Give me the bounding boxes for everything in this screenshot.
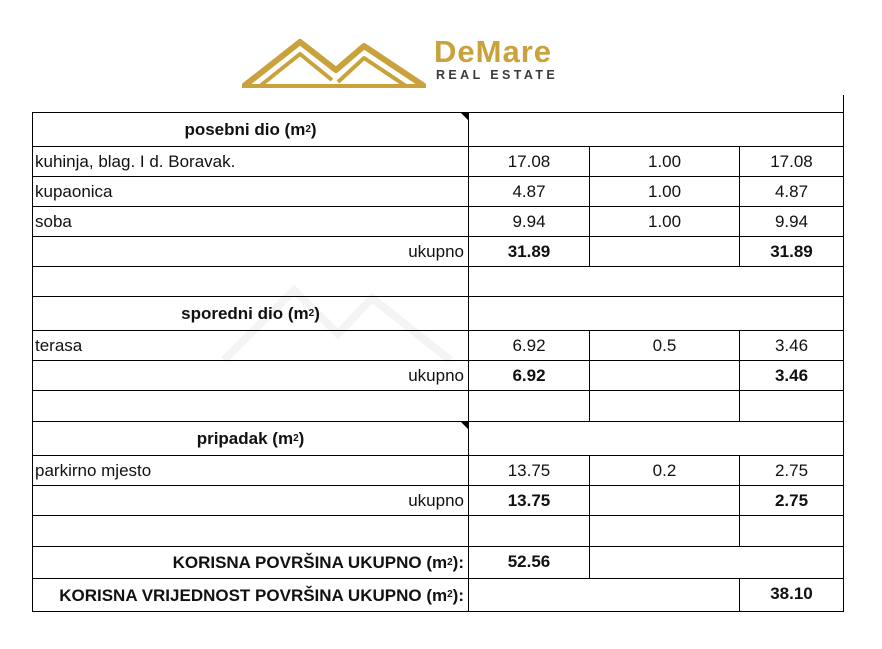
total-value: 31.89: [770, 242, 813, 261]
company-logo: [242, 30, 622, 88]
section-title: sporedni dio (m: [181, 304, 309, 323]
brand-tagline: REAL ESTATE: [436, 68, 559, 82]
row-name: terasa: [35, 336, 83, 355]
summary-korisna-povrsina-label: [33, 547, 468, 578]
summary-label-close: ):: [452, 585, 464, 605]
summary-label-text: KORISNA VRIJEDNOST POVRŠINA UKUPNO (m: [59, 585, 448, 605]
total-value: 3.46: [774, 366, 809, 385]
row-value: 4.87: [774, 182, 809, 201]
superscript: 2: [305, 123, 311, 135]
total-label: ukupno: [408, 366, 464, 385]
total-area: 6.92: [512, 366, 546, 385]
total-area: 13.75: [507, 491, 551, 510]
row-area: 9.94: [512, 212, 546, 231]
superscript: 2: [447, 556, 453, 568]
superscript: 2: [308, 307, 315, 319]
summary-korisna-povrsina-value: 52.56: [507, 551, 551, 571]
summary-korisna-vrijednost-value: 38.10: [770, 584, 813, 603]
row-coef: 1.00: [647, 182, 682, 201]
total-label: ukupno: [408, 491, 464, 510]
row-value: 2.75: [774, 461, 809, 480]
row-area: 17.08: [507, 152, 551, 171]
row-value: 3.46: [774, 336, 809, 355]
row-area: 6.92: [512, 336, 546, 355]
superscript: 2: [293, 432, 299, 444]
row-area: 13.75: [507, 461, 551, 480]
row-coef: 1.00: [647, 152, 682, 171]
row-name: kupaonica: [35, 182, 113, 201]
total-label: ukupno: [408, 242, 464, 261]
section-header-pripadak: [33, 422, 468, 455]
row-name: parkirno mjesto: [35, 461, 152, 480]
row-value: 9.94: [774, 212, 809, 231]
summary-korisna-vrijednost-label: [33, 579, 468, 611]
brand-name: DeMare: [434, 34, 552, 69]
row-name: soba: [35, 212, 72, 231]
section-title-close: ): [298, 429, 305, 448]
superscript: 2: [447, 589, 453, 600]
row-coef: 1.00: [647, 212, 682, 231]
summary-label-text: KORISNA POVRŠINA UKUPNO (m: [172, 553, 448, 572]
row-area: 4.87: [512, 182, 546, 201]
row-name: kuhinja, blag. I d. Boravak.: [35, 152, 236, 171]
section-title-close: ): [310, 120, 317, 139]
section-header-sporedni: [33, 297, 468, 330]
roof-logo-icon: [242, 36, 427, 88]
row-coef: 0.2: [652, 461, 677, 480]
summary-label-close: ):: [452, 553, 464, 572]
section-header-posebni: [33, 113, 468, 146]
section-title: posebni dio (m: [184, 120, 306, 139]
section-title-close: ): [314, 304, 320, 323]
total-area: 31.89: [507, 242, 551, 261]
total-value: 2.75: [774, 491, 809, 510]
section-title: pripadak (m: [196, 429, 294, 448]
row-coef: 0.5: [652, 336, 677, 355]
row-value: 17.08: [770, 152, 813, 171]
